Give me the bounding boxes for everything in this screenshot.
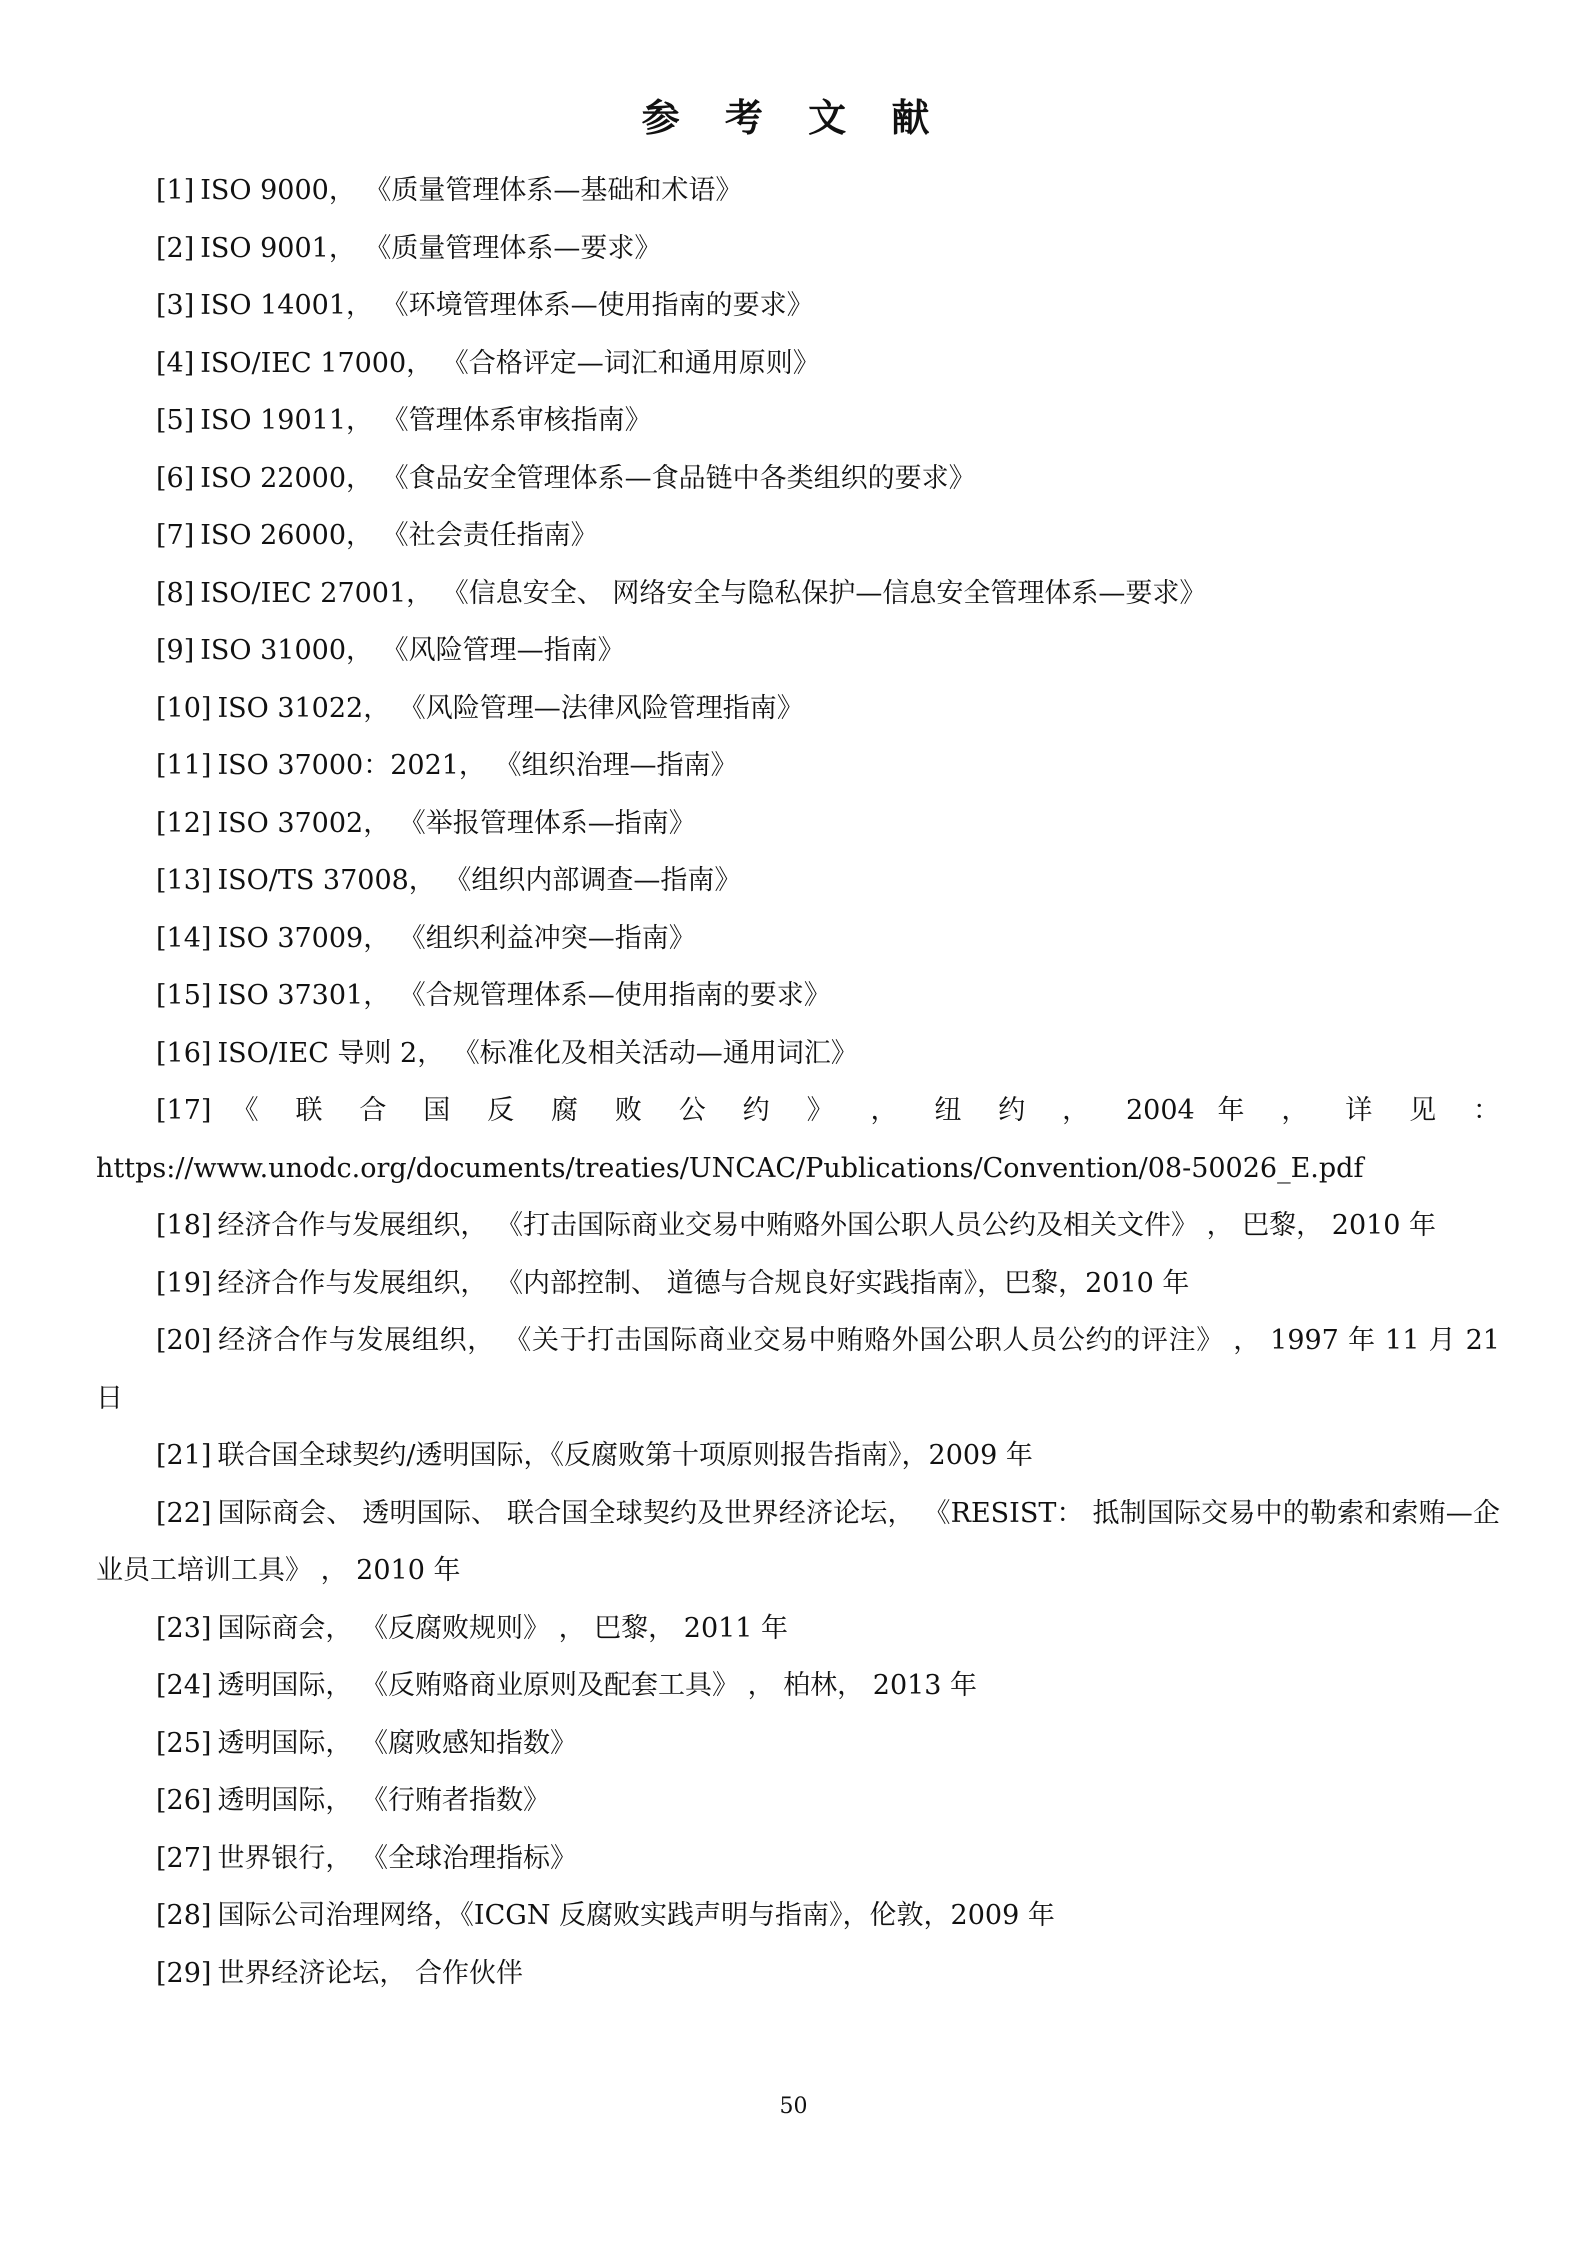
reference-number: [29] bbox=[156, 1957, 212, 1989]
reference-item bbox=[96, 1945, 1500, 2003]
reference-number: [7] bbox=[156, 520, 195, 551]
reference-number: [15] bbox=[156, 980, 212, 1011]
reference-text: ISO 37002， 《举报管理体系—指南》 bbox=[217, 807, 696, 839]
reference-text: 经济合作与发展组织， 《内部控制、 道德与合规良好实践指南》，巴黎，2010 年 bbox=[217, 1267, 1190, 1299]
reference-item bbox=[96, 1197, 1500, 1255]
reference-number: [12] bbox=[156, 807, 212, 839]
reference-number: [26] bbox=[156, 1785, 212, 1816]
reference-item bbox=[96, 1830, 1500, 1888]
reference-number: [10] bbox=[156, 692, 212, 724]
reference-text: 联合国全球契约/透明国际，《反腐败第十项原则报告指南》，2009 年 bbox=[217, 1440, 1033, 1471]
reference-item bbox=[96, 450, 1500, 508]
reference-text: ISO/IEC 27001， 《信息安全、 网络安全与隐私保护—信息安全管理体系—要求》 bbox=[200, 577, 1207, 609]
reference-text: 透明国际， 《行贿者指数》 bbox=[217, 1785, 551, 1816]
reference-text: 经济合作与发展组织， 《打击国际商业交易中贿赂外国公职人员公约及相关文件》 ， 巴黎， 2010 年 bbox=[217, 1210, 1437, 1241]
reference-number: [25] bbox=[156, 1727, 212, 1759]
reference-text: ISO 37000：2021， 《组织治理—指南》 bbox=[217, 750, 738, 781]
reference-text: ISO/TS 37008， 《组织内部调查—指南》 bbox=[217, 865, 742, 896]
reference-number: [5] bbox=[156, 405, 195, 436]
reference-list bbox=[96, 162, 1500, 2002]
reference-number: [24] bbox=[156, 1670, 212, 1701]
reference-text: ISO 37301， 《合规管理体系—使用指南的要求》 bbox=[217, 980, 831, 1011]
reference-item bbox=[96, 1025, 1500, 1083]
reference-item bbox=[96, 680, 1500, 738]
reference-url[interactable]: https://www.unodc.org/documents/treaties/UNCAC/Publications/Convention/08-50026_E.pdf bbox=[96, 1152, 1364, 1184]
reference-number: [14] bbox=[156, 922, 212, 954]
reference-item bbox=[96, 392, 1500, 450]
reference-text: ISO 31000， 《风险管理—指南》 bbox=[200, 635, 625, 666]
reference-text: ISO 31022， 《风险管理—法律风险管理指南》 bbox=[217, 692, 804, 724]
reference-number: [28] bbox=[156, 1900, 212, 1931]
reference-text: 透明国际， 《腐败感知指数》 bbox=[217, 1727, 578, 1759]
reference-item bbox=[96, 277, 1500, 335]
reference-item bbox=[96, 1887, 1500, 1945]
reference-text: ISO 14001， 《环境管理体系—使用指南的要求》 bbox=[200, 290, 814, 321]
reference-text: ISO 26000， 《社会责任指南》 bbox=[200, 520, 598, 551]
reference-item bbox=[96, 1657, 1500, 1715]
reference-number: [21] bbox=[156, 1440, 212, 1471]
reference-item bbox=[96, 1427, 1500, 1485]
reference-item bbox=[96, 507, 1500, 565]
reference-number: [4] bbox=[156, 347, 195, 379]
reference-item bbox=[96, 1082, 1500, 1140]
reference-item bbox=[96, 220, 1500, 278]
reference-number: [27] bbox=[156, 1842, 212, 1874]
reference-item bbox=[96, 622, 1500, 680]
reference-text: ISO 37009， 《组织利益冲突—指南》 bbox=[217, 922, 696, 954]
reference-number: [23] bbox=[156, 1612, 212, 1644]
reference-item bbox=[96, 335, 1500, 393]
reference-number: [19] bbox=[156, 1267, 212, 1299]
reference-text: ISO 19011， 《管理体系审核指南》 bbox=[200, 405, 652, 436]
reference-item bbox=[96, 1600, 1500, 1658]
reference-item bbox=[96, 162, 1500, 220]
reference-text: 世界经济论坛， 合作伙伴 bbox=[217, 1957, 524, 1989]
reference-text: ISO 9001， 《质量管理体系—要求》 bbox=[200, 232, 662, 264]
reference-number: [16] bbox=[156, 1037, 212, 1069]
reference-item bbox=[96, 1772, 1500, 1830]
reference-text: 透明国际， 《反贿赂商业原则及配套工具》 ， 柏林， 2013 年 bbox=[217, 1670, 978, 1701]
reference-number: [13] bbox=[156, 865, 212, 896]
reference-item bbox=[96, 910, 1500, 968]
reference-number: [1] bbox=[156, 175, 195, 206]
reference-text: ISO/IEC 导则 2， 《标准化及相关活动—通用词汇》 bbox=[217, 1037, 858, 1069]
reference-text: ISO 9000， 《质量管理体系—基础和术语》 bbox=[200, 175, 743, 206]
reference-number: [3] bbox=[156, 290, 195, 321]
reference-item bbox=[96, 795, 1500, 853]
reference-text: ISO/IEC 17000， 《合格评定—词汇和通用原则》 bbox=[200, 347, 820, 379]
reference-item bbox=[96, 852, 1500, 910]
reference-item bbox=[96, 565, 1500, 623]
reference-text: ISO 22000， 《食品安全管理体系—食品链中各类组织的要求》 bbox=[200, 462, 976, 494]
reference-number: [22] bbox=[156, 1497, 212, 1529]
reference-number: [17] bbox=[156, 1095, 212, 1126]
reference-item bbox=[96, 1485, 1500, 1600]
reference-item bbox=[96, 737, 1500, 795]
reference-text: 国际公司治理网络，《ICGN 反腐败实践声明与指南》，伦敦，2009 年 bbox=[217, 1900, 1055, 1931]
reference-item bbox=[96, 1312, 1500, 1427]
reference-text: 经济合作与发展组织， 《关于打击国际商业交易中贿赂外国公职人员公约的评注》 ， 1997 年 11 月 21 日 bbox=[96, 1325, 1500, 1414]
reference-text: 国际商会， 《反腐败规则》 ， 巴黎， 2011 年 bbox=[217, 1612, 789, 1644]
reference-number: [11] bbox=[156, 750, 212, 781]
reference-text: 《 联 合 国 反 腐 败 公 约 》 ， 纽 约 ， 2004 年 ， 详 见 ： bbox=[217, 1095, 1500, 1126]
reference-number: [6] bbox=[156, 462, 195, 494]
reference-number: [18] bbox=[156, 1210, 212, 1241]
reference-text: 世界银行， 《全球治理指标》 bbox=[217, 1842, 578, 1874]
page-number: 50 bbox=[779, 2094, 808, 2119]
reference-item bbox=[96, 1715, 1500, 1773]
reference-number: [8] bbox=[156, 577, 195, 609]
reference-text: 国际商会、 透明国际、 联合国全球契约及世界经济论坛， 《RESIST： 抵制国际交易中的勒索和索贿—企业员工培训工具》 ， 2010 年 bbox=[96, 1497, 1500, 1586]
reference-number: [20] bbox=[156, 1325, 212, 1356]
page-title: 参 考 文 献 bbox=[641, 95, 946, 140]
reference-number: [2] bbox=[156, 232, 195, 264]
reference-item bbox=[96, 1255, 1500, 1313]
reference-number: [9] bbox=[156, 635, 195, 666]
reference-item bbox=[96, 967, 1500, 1025]
